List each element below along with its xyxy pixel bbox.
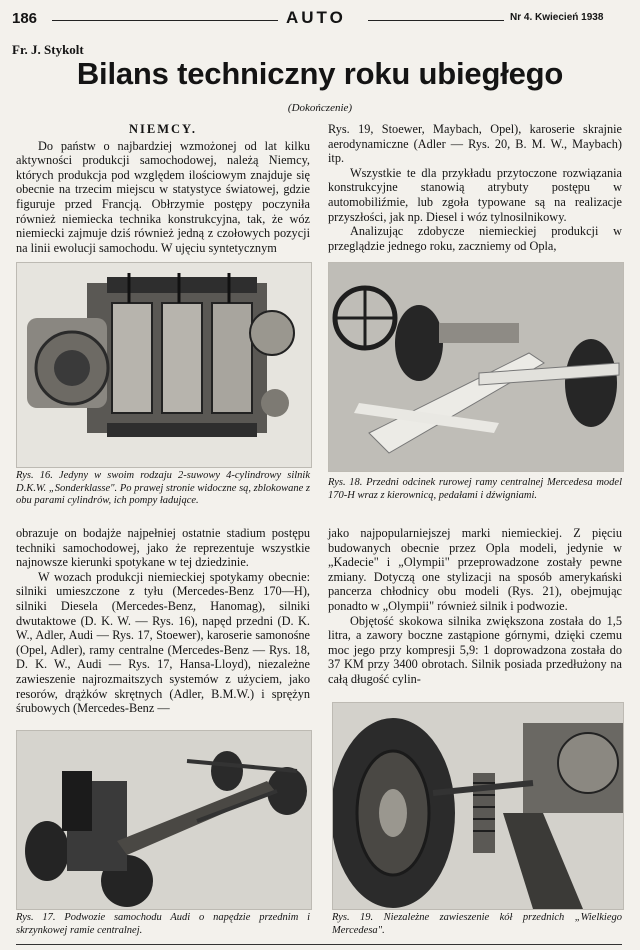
- paragraph: W wozach produkcji niemieckiej spotykamy obecnie: silniki umieszczone z tyłu (Mercedes-Benz 170—H), silniki Diesela (Mercedes-Benz, Hanomag), silniki dwutaktowe (D. K. W. — Rys. 16), napęd przedni (D. K. W., Adler, Audi — Rys. 17, Stoewer), karoserie samonośne (Opel, Adler), ramy centralne (Mercedes-Benz — Rys. 18, D. K. W., Audi — Rys. 17, Hansa-Lloyd), niezależne zawieszenie najrozmaitszych systemów z użyciem, jako resorów, drążków skrętnych (Adler, B.M.W.) i sprężyn śrubowych (Mercedes-Benz —: [16, 569, 310, 716]
- figure-17-caption: Rys. 17. Podwozie samochodu Audi o napędzie przednim i skrzynkowej ramie centralnej.: [16, 912, 310, 936]
- figure-17-image: [16, 730, 312, 910]
- figure-16-image: [16, 262, 312, 468]
- section-heading: NIEMCY.: [128, 122, 198, 136]
- paragraph: Rys. 19, Stoewer, Maybach, Opel), karoserie skrajnie aerodynamiczne (Adler — Rys. 20, B. M. W., Maybach) itp.: [328, 122, 622, 166]
- bottom-rule: [16, 944, 622, 945]
- header-rule-right: [368, 20, 504, 21]
- figure-18-caption: Rys. 18. Przedni odcinek rurowej ramy centralnej Mercedesa model 170-H wraz z kierownicą, pedałami i dźwigniami.: [328, 477, 622, 501]
- magazine-title: AUTO: [286, 8, 346, 27]
- chassis-frame-photo: [329, 263, 623, 471]
- paragraph: Wszystkie te dla przykładu przytoczone rozwiązania konstrukcyjne stanowią atrybuty postępu w automobiliźmie, lub zgoła typowane są na realizacje przyszłości, jak np. Diesel i wóz tylnosilnikowy.: [328, 165, 622, 224]
- figure-19-caption: Rys. 19. Niezależne zawieszenie kół przednich „Wielkiego Mercedesa".: [332, 912, 622, 936]
- paragraph: Objętość skokowa silnika zwiększona została do 1,5 litra, a zawory boczne zastąpione górnymi, dzięki czemu moc jego przy kompresji 5,9: 1 doprowadzona została do 37 KM przy 3400 obrotach. Silnik posiada przedłużony na całą długość cylin-: [328, 613, 622, 686]
- figure-16-caption: Rys. 16. Jedyny w swoim rodzaju 2-suwowy 4-cylindrowy silnik D.K.W. „Sonderklasse". Po prawej stronie widoczne są, zblokowane z obu parami cylindrów, ich pompy ładujące.: [16, 470, 310, 506]
- suspension-photo: [333, 703, 623, 909]
- engine-cutaway-illustration: [17, 263, 311, 467]
- paragraph: jako najpopularniejszej marki niemieckiej. Z pięciu budowanych obecnie przez Opla modeli, jedynie w „Kadecie" i „Olympii" przeprowadzone zostały pewne zmiany. Dotyczą one stylizacji na sposób amerykański pancerza chłodnicy obu modeli (Rys. 21), obejmując ponadto w „Olympii" również silnik i podwozie.: [328, 526, 622, 613]
- issue-label: Nr 4. Kwiecień 1938: [510, 12, 604, 23]
- page-number: 186: [12, 10, 38, 27]
- figure-19-image: [332, 702, 624, 910]
- article-subtitle: (Dokończenie): [287, 102, 353, 114]
- paragraph: Analizując zdobycze niemieckiej produkcji w przeglądzie jednego roku, zaczniemy od Opla,: [328, 224, 622, 253]
- paragraph: Do państw o najbardziej wzmożonej od lat kilku aktywności produkcji samochodowej, należą Niemcy, których produkcja pod względem ilościowym znajduje się obecnie na trzecim miejscu w statystyce światowej, gdzie figuruje przed Francją. Obłrzymie postępy poczyniła również niemiecka technika konstrukcyjna, tak, że wóz niemiecki zajmuje dziś również jedną z czołowych pozycji na linii ewolucji samochodu. W ujęciu syntetycznym: [16, 138, 310, 255]
- right-column-top: [328, 122, 622, 253]
- header-rule-left: [52, 20, 278, 21]
- figure-18-image: [328, 262, 624, 472]
- left-column-middle: [16, 526, 310, 716]
- paragraph: obrazuje on bodajże najpełniej ostatnie stadium postępu techniki samochodowej, jako że reprezentuje wszystkie najnowsze kierunki spotykane w tej dziedzinie.: [16, 526, 310, 570]
- right-column-middle: [328, 526, 622, 687]
- chassis-photo: [17, 731, 311, 909]
- article-title: Bilans techniczny roku ubiegłego: [76, 56, 564, 91]
- author: Fr. J. Stykolt: [12, 42, 84, 57]
- left-column-top: [16, 122, 310, 255]
